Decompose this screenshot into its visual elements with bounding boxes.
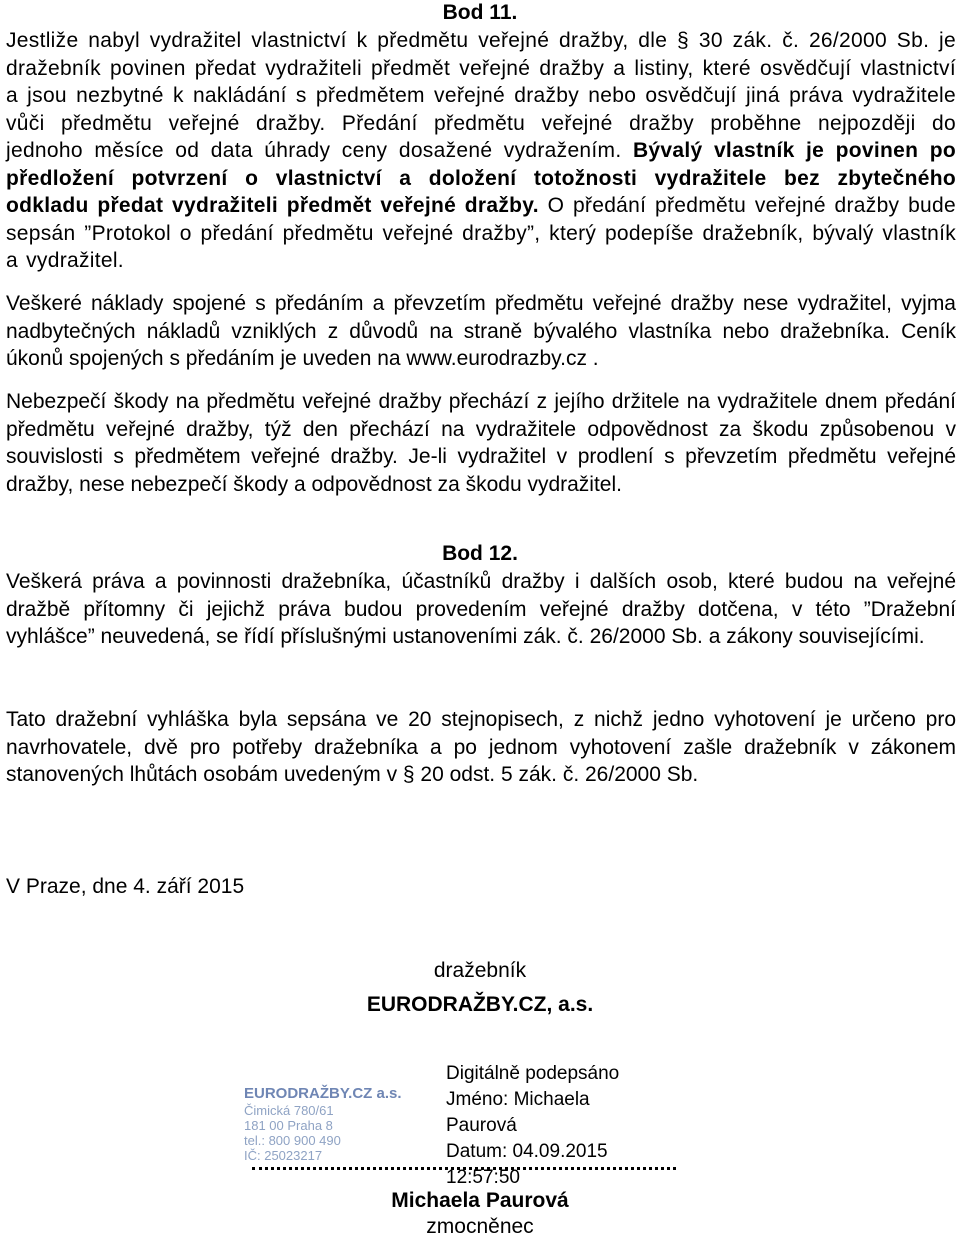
digital-signature-line-4: Datum: 04.09.2015 (446, 1141, 608, 1162)
place-date: V Praze, dne 4. září 2015 (6, 875, 245, 898)
auctioneer-label: dražebník (433, 959, 527, 982)
bod-12-paragraph-1: Veškerá práva a povinnosti dražebníka, účastníků dražby i dalších osob, které budou na veřejné dražbě přítomny či jejichž práva budou provedením veřejné dražby dotčena, v této ”Dražební vyhlášce” neuvedená, se řídí příslušnými ustanoveními zák. č. 26/2000 Sb. a zákony souvisejícími. (6, 570, 956, 648)
company-stamp (244, 1086, 440, 1164)
bod-11-paragraph-1 (6, 27, 956, 275)
bod-11-heading: Bod 11. (442, 1, 518, 24)
stamp-title: EURODRAŽBY.CZ a.s. (244, 1085, 402, 1102)
stamp-line-1: Čimická 780/61 (244, 1103, 334, 1118)
digital-signature-line-3: Paurová (446, 1115, 517, 1136)
digital-signature-line-1: Digitálně podepsáno (446, 1063, 620, 1084)
bod-11-paragraph-1-bold: Bývalý vlastník je povinen po předložení potvrzení o vlastnictví a doložení totožnosti vydražitele bez zbytečného odkladu předat vydražiteli předmět veřejné dražby. (6, 139, 956, 217)
bod-11-paragraph-1-end: O předání předmětu veřejné dražby bude sepsán ”Protokol o předání předmětu veřejné dražby”, který podepíše dražebník, bývalý vlastník a vydražitel. (6, 194, 956, 272)
digital-signature-block (446, 1061, 676, 1191)
signature-dotted-line (252, 1159, 676, 1170)
company-name: EURODRAŽBY.CZ, a.s. (366, 993, 594, 1016)
signer-role: zmocněnec (426, 1215, 534, 1238)
bod-11-paragraph-2: Veškeré náklady spojené s předáním a převzetím předmětu veřejné dražby nese vydražitel, vyjma nadbytečných nákladů vzniklých z důvodů na straně bývalého vlastníka nebo dražebníka. Ceník úkonů spojených s předáním je uveden na www.eurodrazby.cz . (6, 292, 956, 370)
stamp-line-4: IČ: 25023217 (244, 1148, 323, 1163)
signer-name: Michaela Paurová (391, 1189, 569, 1212)
digital-signature-line-2: Jméno: Michaela (446, 1089, 590, 1110)
stamp-line-3: tel.: 800 900 490 (244, 1133, 341, 1148)
bod-12-heading: Bod 12. (442, 542, 518, 565)
bod-11-paragraph-1-text: Jestliže nabyl vydražitel vlastnictví k předmětu veřejné dražby, dle § 30 zák. č. 26/2000 Sb. je dražebník povinen předat vydražiteli předmět veřejné dražby a listiny, které osvědčují vlastnictví a jsou nezbytné k nakládání s předmětem veřejné dražby nebo osvědčují jiná práva vydražitele vůči předmětu veřejné dražby. Předání předmětu veřejné dražby proběhne nejpozději do jednoho měsíce od data úhrady ceny dosažené vydražením. (6, 29, 956, 162)
digital-signature-line-5: 12:57:50 (446, 1167, 520, 1188)
bod-11-paragraph-3: Nebezpečí škody na předmětu veřejné dražby přechází z jejího držitele na vydražitele dnem předání předmětu veřejné dražby, týž den přechází na vydražitele odpovědnost za škodu způsobenou v souvislosti s předmětem veřejné dražby. Je-li vydražitel v prodlení s převzetím předmětu veřejné dražby, nese nebezpečí škody a odpovědnost za škodu vydražitel. (6, 390, 956, 496)
bod-12-paragraph-2: Tato dražební vyhláška byla sepsána ve 20 stejnopisech, z nichž jedno vyhotovení je určeno pro navrhovatele, dvě pro potřeby dražebníka a po jednom vyhotovení zašle dražebník v zákonem stanovených lhůtách osobám uvedeným v § 20 odst. 5 zák. č. 26/2000 Sb. (6, 708, 956, 786)
stamp-line-2: 181 00 Praha 8 (244, 1118, 333, 1133)
